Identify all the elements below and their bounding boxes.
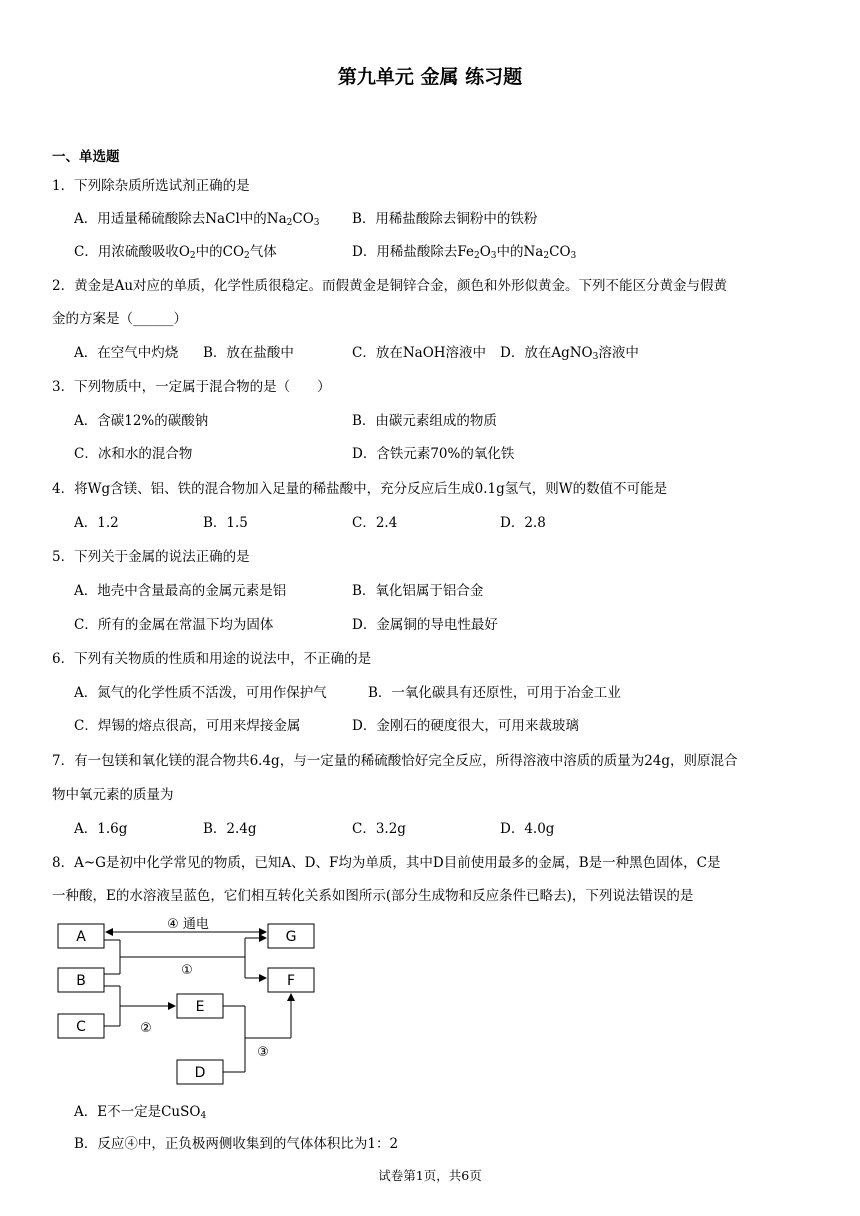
label-c: C [76, 1019, 86, 1035]
q2-option-a: A．在空气中灼烧 [74, 345, 179, 361]
q4-option-d: D．2.8 [500, 515, 546, 531]
q6-option-c: C．焊锡的熔点很高，可用来焊接金属 [74, 718, 301, 734]
q1-option-b: B．用稀盐酸除去铜粉中的铁粉 [352, 211, 538, 227]
reaction-diagram [50, 910, 340, 1090]
reaction-3-label: ③ [257, 1045, 269, 1060]
page-title: 第九单元 金属 练习题 [337, 66, 523, 88]
question-7-stem-line2: 物中氧元素的质量为 [52, 787, 174, 803]
label-g: G [285, 929, 297, 945]
q6-option-b: B．一氧化碳具有还原性，可用于冶金工业 [368, 685, 621, 701]
q3-option-d: D．含铁元素70%的氧化铁 [352, 446, 515, 462]
q3-option-a: A．含碳12%的碳酸钠 [74, 413, 209, 429]
reaction-2-label: ② [140, 1021, 152, 1036]
q2-option-d: D．放在AgNO$_3$溶液中 [500, 345, 639, 362]
question-3-stem: 3．下列物质中，一定属于混合物的是（ ） [52, 379, 331, 395]
q1-option-a: A．用适量稀硫酸除去NaCl中的$Na_2CO_3$ [74, 211, 320, 228]
question-8-stem-line1: 8．A~G是初中化学常见的物质，已知A、D、F均为单质，其中D目前使用最多的金属，B是一种黑色固体，C是 [52, 855, 721, 871]
q2-option-c: C．放在NaOH溶液中 [352, 345, 487, 361]
question-2-stem-line1: 2．黄金是Au对应的单质，化学性质很稳定。而假黄金是铜锌合金，颜色和外形似黄金。下列不能区分黄金与假黄 [52, 278, 728, 294]
q5-option-c: C．所有的金属在常温下均为固体 [74, 617, 274, 633]
q7-option-b: B．2.4g [203, 821, 257, 837]
question-8-stem-line2: 一种酸，E的水溶液呈蓝色，它们相互转化关系如图所示(部分生成物和反应条件已略去)，下列说法错误的是 [52, 888, 694, 904]
label-b: B [76, 973, 86, 989]
page-footer: 试卷第1页，共6页 [378, 1168, 482, 1183]
q3-option-b: B．由碳元素组成的物质 [352, 413, 497, 429]
reaction-4-label: ④ 通电 [167, 917, 209, 932]
question-5-stem: 5．下列关于金属的说法正确的是 [52, 549, 250, 565]
question-6-stem: 6．下列有关物质的性质和用途的说法中，不正确的是 [52, 651, 372, 667]
label-f: F [286, 973, 296, 989]
q7-option-c: C．3.2g [352, 821, 406, 837]
question-1-stem: 1．下列除杂质所选试剂正确的是 [52, 178, 250, 194]
q4-option-a: A．1.2 [74, 515, 119, 531]
q6-option-a: A．氮气的化学性质不活泼，可用作保护气 [74, 685, 327, 701]
question-4-stem: 4．将Wg含镁、铝、铁的混合物加入足量的稀盐酸中，充分反应后生成0.1g氢气，则W的数值不可能是 [52, 481, 668, 497]
q4-option-c: C．2.4 [352, 515, 398, 531]
q7-option-d: D．4.0g [500, 821, 555, 837]
question-2-stem-line2: 金的方案是（______） [52, 311, 187, 327]
label-d: D [194, 1065, 206, 1081]
q5-option-d: D．金属铜的导电性最好 [352, 617, 498, 633]
q7-option-a: A．1.6g [74, 821, 128, 837]
q1-option-d: D．用稀盐酸除去$Fe_2O_3$中的$Na_2CO_3$ [352, 244, 577, 261]
label-a: A [76, 929, 86, 945]
q4-option-b: B．1.5 [203, 515, 248, 531]
q8-option-a: A．E不一定是CuSO$_4$ [74, 1104, 207, 1121]
section-heading: 一、单选题 [52, 149, 120, 165]
q5-option-a: A．地壳中含量最高的金属元素是铝 [74, 583, 287, 599]
label-e: E [195, 999, 205, 1015]
q6-option-d: D．金刚石的硬度很大，可用来裁玻璃 [352, 718, 579, 734]
reaction-1-label: ① [181, 963, 193, 978]
q5-option-b: B．氧化铝属于铝合金 [352, 583, 484, 599]
q2-option-b: B．放在盐酸中 [203, 345, 294, 361]
q8-option-b: B．反应④中，正负极两侧收集到的气体体积比为1：2 [74, 1136, 399, 1152]
q3-option-c: C．冰和水的混合物 [74, 446, 193, 462]
q1-option-c: C．用浓硫酸吸收$O_2$中的$CO_2$气体 [74, 244, 277, 261]
question-7-stem-line1: 7．有一包镁和氧化镁的混合物共6.4g，与一定量的稀硫酸恰好完全反应，所得溶液中溶质的质量为24g，则原混合 [52, 753, 738, 769]
